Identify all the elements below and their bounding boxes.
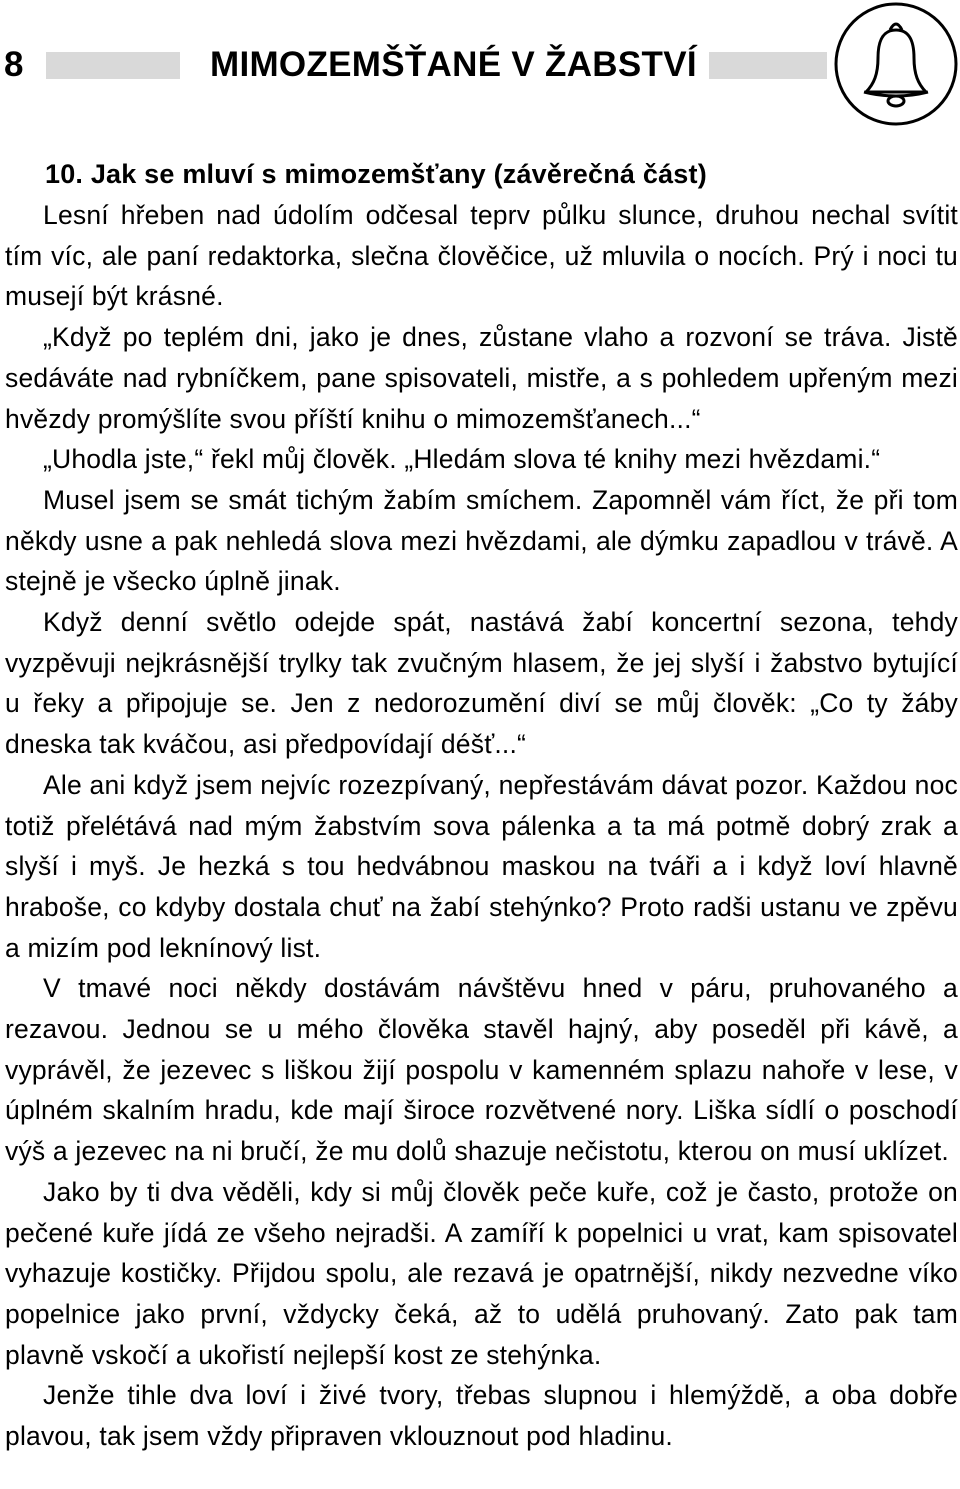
- page-number: 8: [4, 45, 24, 84]
- bell-icon: [828, 0, 960, 132]
- paragraph: Jenže tihle dva loví i živé tvory, třebas slupnou i hlemýždě, a oba dobře plavou, tak jsem vždy připraven vklouznout pod hladinu.: [5, 1380, 958, 1452]
- paragraph: Ale ani když jsem nejvíc rozezpívaný, nepřestávám dávat pozor. Každou noc totiž přelétává nad mým žabstvím sova pálenka a ta má potmě dobrý zrak a slyší i myš. Je hezká s tou hedvábnou maskou na tváři a i když loví hlavně hraboše, co kdyby dostala chuť na žabí stehýnko? Proto radši ustanu ve zpěvu a mizím pod leknínový list.: [5, 769, 958, 963]
- page-header: [0, 0, 960, 140]
- paragraph: „Uhodla jste,“ řekl můj člověk. „Hledám slova té knihy mezi hvězdami.“: [43, 444, 881, 475]
- paragraph: Lesní hřeben nad údolím odčesal teprv půlku slunce, druhou nechal svítit tím víc, ale paní redaktorka, slečna člověčice, už mluvila o nocích. Prý i noci tu musejí být krásné.: [5, 200, 958, 312]
- chapter-body: [5, 154, 958, 1457]
- section-heading: 10. Jak se mluví s mimozemšťany (závěrečná část): [45, 159, 707, 189]
- paragraph: Musel jsem se smát tichým žabím smíchem. Zapomněl vám říct, že při tom někdy usne a pak nehledá slova mezi hvězdami, ale dýmku zapadlou v trávě. A stejně je všecko úplně jinak.: [5, 484, 958, 597]
- header-bar-left: [46, 52, 180, 79]
- paragraph: Když denní světlo odejde spát, nastává žabí koncertní sezona, tehdy vyzpěvuji nejkrásnější trylky tak zvučným hlasem, že jej slyší i žabstvo bytující u řeky a připojuje se. Jen z nedorozumění diví se můj člověk: „Co ty žáby dneska tak kváčou, asi předpovídají déšť...“: [5, 607, 958, 760]
- running-title: MIMOZEMŠŤANÉ V ŽABSTVÍ: [210, 45, 697, 84]
- paragraph: „Když po teplém dni, jako je dnes, zůstane vlaho a rozvoní se tráva. Jistě sedáváte nad rybníčkem, pane spisovateli, mistře, a s pohledem upřeným mezi hvězdy promýšlíte svou příští knihu o mimozemšťanech...“: [5, 322, 958, 434]
- paragraph: V tmavé noci někdy dostávám návštěvu hned v páru, pruhovaného a rezavou. Jednou se u mého člověka stavěl hajný, aby poseděl při kávě, a vyprávěl, že jezevec s liškou žijí pospolu v kamenném splazu nahoře v lese, v úplném skalním hradu, kde mají široce rozvětvené nory. Liška sídlí o poschodí výš a jezevec na ni bručí, že mu dolů shazuje nečistotu, kterou on musí uklízet.: [5, 973, 958, 1167]
- paragraph: Jako by ti dva věděli, kdy si můj člověk peče kuře, což je často, protože on pečené kuře jídá ze všeho nejradši. A zamíří k popelnici u vrat, kam spisovatel vyhazuje kostičky. Přijdou spolu, ale rezavá je opatrnější, nikdy nezvedne víko popelnice jako první, vždycky čeká, až to udělá pruhovaný. Zato pak tam plavně vskočí a ukořistí nejlepší kost ze stehýnka.: [5, 1176, 958, 1370]
- header-bar-right: [709, 52, 827, 79]
